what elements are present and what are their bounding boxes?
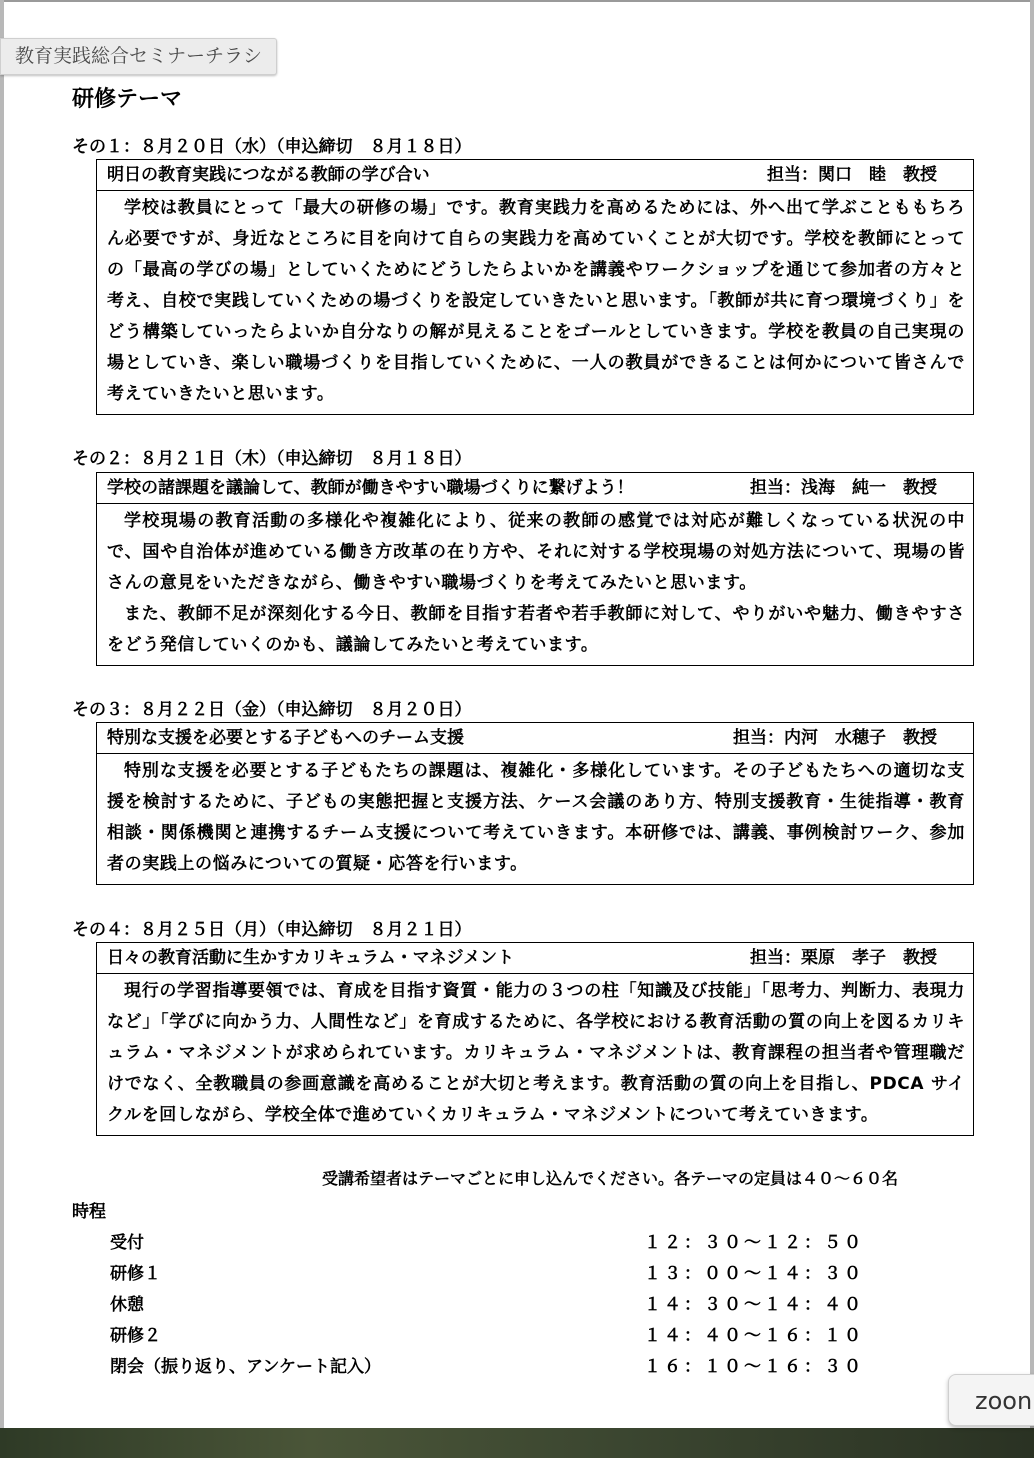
document-page: [4, 0, 1030, 1428]
session-3-box: [96, 722, 974, 885]
session-4-date: その４：８月２５日（月）（申込締切 ８月２１日）: [72, 920, 472, 940]
session-3-title-row: [97, 723, 973, 754]
session-1-box: [96, 159, 974, 415]
schedule-row-time: １４：３０～１４：４０: [644, 1295, 864, 1315]
session-2-paragraph: 学校現場の教育活動の多様化や複雑化により、従来の教師の感覚では対応が難しくなっている状況の中で、国や自治体が進めている働き方改革の在り方や、それに対する学校現場の対処方法について、現場の皆さんの意見をいただきながら、働きやすい職場づくりを考えてみたいと思います。: [107, 511, 965, 593]
session-2-paragraph: また、教師不足が深刻化する今日、教師を目指す若者や若手教師に対して、やりがいや魅力、働きやすさをどう発信していくのかも、議論してみたいと考えています。: [107, 604, 965, 655]
schedule-heading: 時程: [72, 1202, 106, 1222]
schedule-row-label: 研修１: [110, 1264, 161, 1284]
session-4-box: [96, 942, 974, 1136]
session-4-lecturer: 担当：栗原 孝子 教授: [750, 948, 937, 968]
session-1-date: その１：８月２０日（水）（申込締切 ８月１８日）: [72, 137, 472, 157]
session-3-lecturer: 担当：内河 水穂子 教授: [733, 728, 937, 748]
schedule-row-label: 受付: [110, 1233, 144, 1253]
session-2-date: その２：８月２１日（木）（申込締切 ８月１８日）: [72, 449, 472, 469]
schedule-row-label: 休憩: [110, 1295, 144, 1315]
session-3-description: [97, 754, 973, 884]
session-1-title: 明日の教育実践につながる教師の学び合い: [107, 165, 430, 185]
session-2-title: 学校の諸課題を議論して、教師が働きやすい職場づくりに繋げよう！: [107, 478, 634, 498]
session-2-description: [97, 504, 973, 665]
session-1-paragraph: 学校は教員にとって「最大の研修の場」です。教育実践力を高めるためには、外へ出て学ぶことももちろん必要ですが、身近なところに目を向けて自らの実践力を高めていくことが大切です。学校を教師にとっての「最高の学びの場」としていくためにどうしたらよいかを講義やワークショップを通じて参加者の方々と考え、自校で実践していくための場づくりを設定していきたいと思います。「教師が共に育つ環境づくり」をどう構築していったらよいか自分なりの解が見えることをゴールとしていきます。学校を教員の自己実現の場としていき、楽しい職場づくりを目指していくために、一人の教員ができることは何かについて皆さんで考えていきたいと思います。: [107, 198, 965, 404]
session-1-lecturer: 担当：関口 睦 教授: [767, 165, 937, 185]
schedule-row-time: １３：００～１４：３０: [644, 1264, 864, 1284]
capacity-note: 受講希望者はテーマごとに申し込んでください。各テーマの定員は４０～６０名: [322, 1169, 899, 1188]
session-3-title: 特別な支援を必要とする子どもへのチーム支援: [107, 728, 464, 748]
session-4-title-row: [97, 943, 973, 974]
schedule-row-time: １２：３０～１２：５０: [644, 1233, 864, 1253]
session-1-title-row: [97, 160, 973, 191]
zoom-button[interactable]: zoon: [948, 1374, 1034, 1426]
schedule-row-label: 研修２: [110, 1326, 161, 1346]
session-2-box: [96, 472, 974, 666]
page-heading: 研修テーマ: [72, 87, 183, 112]
session-2-title-row: [97, 473, 973, 504]
session-3-date: その３：８月２２日（金）（申込締切 ８月２０日）: [72, 700, 472, 720]
schedule-row-time: １４：４０～１６：１０: [644, 1326, 864, 1346]
session-4-title: 日々の教育活動に生かすカリキュラム・マネジメント: [107, 948, 515, 968]
desktop-background-strip: [0, 1428, 1034, 1458]
session-1-description: [97, 191, 973, 414]
schedule-row-label: 閉会（振り返り、アンケート記入）: [110, 1357, 381, 1377]
session-4-description: [97, 974, 973, 1135]
schedule-row-time: １６：１０～１６：３０: [644, 1357, 864, 1377]
document-tab[interactable]: 教育実践総合セミナーチラシ: [0, 38, 277, 75]
session-2-lecturer: 担当：浅海 純一 教授: [750, 478, 937, 498]
session-3-paragraph: 特別な支援を必要とする子どもたちの課題は、複雑化・多様化しています。その子どもたちへの適切な支援を検討するために、子どもの実態把握と支援方法、ケース会議のあり方、特別支援教育・生徒指導・教育相談・関係機関と連携するチーム支援について考えていきます。本研修では、講義、事例検討ワーク、参加者の実践上の悩みについての質疑・応答を行います。: [107, 761, 965, 874]
session-4-paragraph: 現行の学習指導要領では、育成を目指す資質・能力の３つの柱「知識及び技能」「思考力、判断力、表現力など」「学びに向かう力、人間性など」を育成するために、各学校における教育活動の質の向上を図るカリキュラム・マネジメントが求められています。カリキュラム・マネジメントは、教育課程の担当者や管理職だけでなく、全教職員の参画意識を高めることが大切と考えます。教育活動の質の向上を目指し、PDCA サイクルを回しながら、学校全体で進めていくカリキュラム・マネジメントについて考えていきます。: [107, 981, 965, 1125]
